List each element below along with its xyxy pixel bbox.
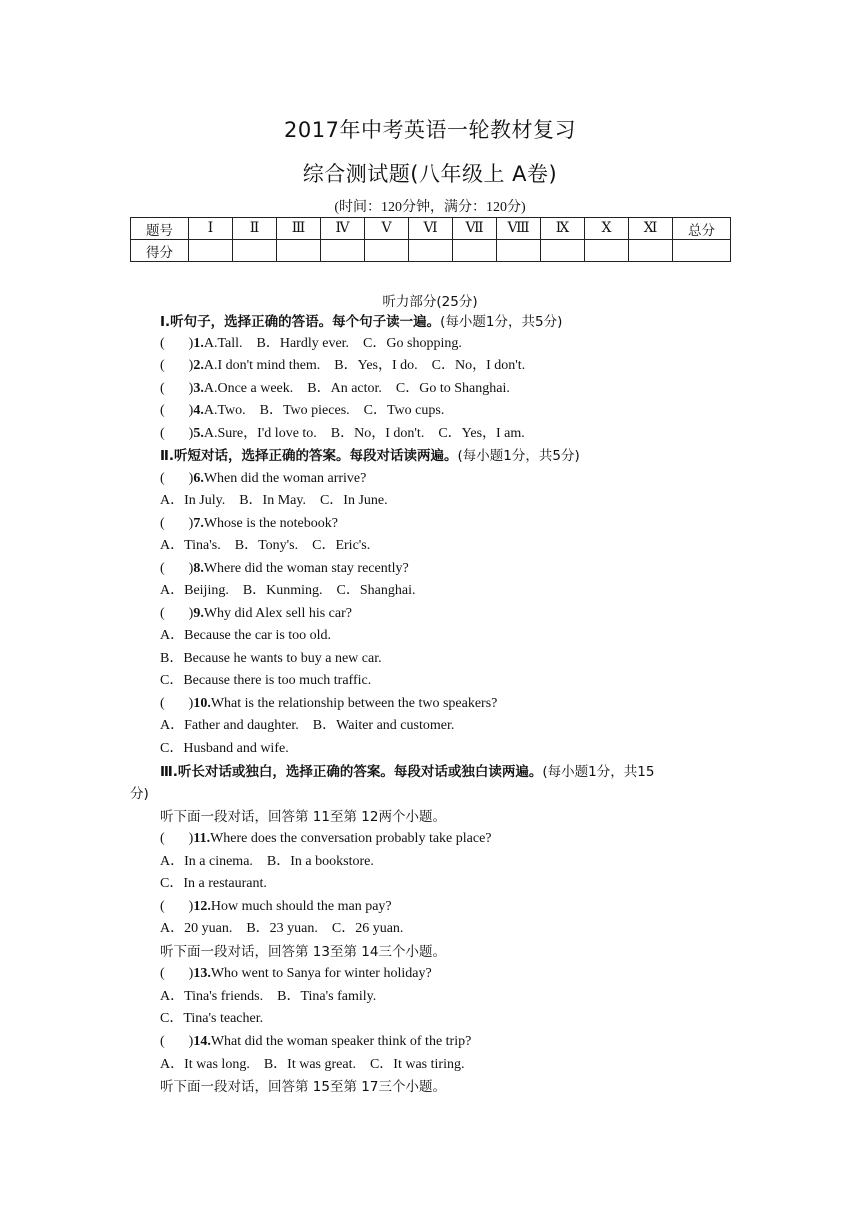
answer-paren-close: )	[188, 358, 194, 373]
question-number: 14.	[193, 1034, 211, 1049]
answer-paren-close: )	[188, 471, 194, 486]
table-cell: Ⅷ	[497, 218, 541, 240]
answer-paren-open: (	[160, 831, 165, 846]
question-5	[160, 425, 525, 443]
question-4	[160, 402, 444, 420]
score-cell	[233, 240, 277, 262]
question-number: 8.	[193, 561, 204, 576]
answer-paren-open: (	[160, 381, 165, 396]
section-heading-text: Ⅰ.听句子，选择正确的答语。每个句子读一遍。	[160, 314, 441, 330]
table-cell: Ⅱ	[233, 218, 277, 240]
answer-paren-open: (	[160, 358, 165, 373]
score-cell	[497, 240, 541, 262]
question-3	[160, 380, 510, 398]
listening-intro: 听下面一段对话，回答第 11至第 12两个小题。	[160, 809, 446, 825]
answer-paren-close: )	[188, 336, 194, 351]
answer-paren-close: )	[188, 899, 194, 914]
score-cell	[541, 240, 585, 262]
score-cell	[189, 240, 233, 262]
section-1-heading	[160, 313, 562, 332]
question-number: 9.	[193, 606, 204, 621]
answer-paren-close: )	[188, 966, 194, 981]
score-cell	[585, 240, 629, 262]
question-14-options: A．It was long. B．It was great. C．It was tiring.	[160, 1057, 465, 1072]
answer-paren-close: )	[188, 561, 194, 576]
question-text: Whose is the notebook?	[203, 516, 338, 531]
section-note: (每小题1分，共5分)	[457, 448, 580, 464]
question-8	[160, 560, 409, 578]
question-9-option-b: B．Because he wants to buy a new car.	[160, 651, 382, 666]
question-text: What did the woman speaker think of the trip?	[210, 1034, 472, 1049]
question-11	[160, 830, 492, 848]
answer-paren-close: )	[188, 403, 194, 418]
question-number: 4.	[193, 403, 204, 418]
question-options: A.Sure，I'd love to. B．No，I don't. C．Yes，I am.	[203, 426, 525, 441]
table-cell: Ⅰ	[189, 218, 233, 240]
time-score-info: (时间：120分钟，满分：120分)	[334, 200, 526, 215]
answer-paren-open: (	[160, 696, 165, 711]
question-options: A.Once a week. B．An actor. C．Go to Shanghai.	[203, 381, 510, 396]
listening-intro: 听下面一段对话，回答第 13至第 14三个小题。	[160, 944, 446, 960]
question-7-options: A．Tina's. B．Tony's. C．Eric's.	[160, 538, 371, 553]
table-cell: Ⅹ	[585, 218, 629, 240]
answer-paren-close: )	[188, 516, 194, 531]
answer-paren-open: (	[160, 899, 165, 914]
question-6	[160, 470, 366, 488]
section-note: (每小题1分，共5分)	[440, 314, 563, 330]
score-cell	[673, 240, 731, 262]
answer-paren-open: (	[160, 471, 165, 486]
question-12	[160, 898, 392, 916]
answer-paren-open: (	[160, 426, 165, 441]
listening-heading: 听力部分(25分)	[382, 294, 478, 310]
score-cell	[409, 240, 453, 262]
exam-subtitle-title: 综合测试题(八年级上 A卷)	[302, 162, 558, 186]
question-6-options: A．In July. B．In May. C．In June.	[160, 493, 388, 508]
question-10	[160, 695, 497, 713]
listening-intro: 听下面一段对话，回答第 15至第 17三个小题。	[160, 1079, 446, 1095]
answer-paren-close: )	[188, 606, 194, 621]
question-11-option-c: C．In a restaurant.	[160, 876, 267, 891]
question-number: 13.	[193, 966, 211, 981]
answer-paren-close: )	[188, 426, 194, 441]
section-note: (每小题1分，共15	[542, 764, 655, 780]
question-13-options-ab: A．Tina's friends. B．Tina's family.	[160, 989, 377, 1004]
question-text: When did the woman arrive?	[203, 471, 367, 486]
table-cell: Ⅲ	[277, 218, 321, 240]
question-12-options: A．20 yuan. B．23 yuan. C．26 yuan.	[160, 921, 404, 936]
answer-paren-open: (	[160, 966, 165, 981]
question-number: 12.	[193, 899, 211, 914]
score-table	[130, 217, 731, 262]
table-cell: Ⅶ	[453, 218, 497, 240]
answer-paren-open: (	[160, 336, 165, 351]
exam-title: 2017年中考英语一轮教材复习	[284, 118, 576, 142]
section-2-heading	[160, 447, 580, 466]
question-number: 3.	[193, 381, 204, 396]
table-cell: 得分	[131, 240, 189, 262]
answer-paren-close: )	[188, 696, 194, 711]
answer-paren-open: (	[160, 403, 165, 418]
table-cell: Ⅴ	[365, 218, 409, 240]
question-14	[160, 1033, 471, 1051]
question-7	[160, 515, 338, 533]
question-1	[160, 335, 462, 353]
question-text: What is the relationship between the two speakers?	[210, 696, 498, 711]
question-9-option-a: A．Because the car is too old.	[160, 628, 332, 643]
question-10-option-c: C．Husband and wife.	[160, 741, 289, 756]
score-cell	[321, 240, 365, 262]
table-cell: Ⅳ	[321, 218, 365, 240]
question-9-option-c: C．Because there is too much traffic.	[160, 673, 372, 688]
section-3-heading	[160, 763, 654, 782]
question-11-options-ab: A．In a cinema. B．In a bookstore.	[160, 854, 374, 869]
question-number: 7.	[193, 516, 204, 531]
question-text: Who went to Sanya for winter holiday?	[210, 966, 432, 981]
answer-paren-close: )	[188, 831, 194, 846]
section-heading-text: Ⅱ.听短对话，选择正确的答案。每段对话读两遍。	[160, 448, 458, 464]
score-table-header-row	[131, 218, 731, 240]
question-9	[160, 605, 352, 623]
question-text: Where does the conversation probably take place?	[210, 831, 492, 846]
score-cell	[365, 240, 409, 262]
question-text: Where did the woman stay recently?	[203, 561, 409, 576]
question-13	[160, 965, 432, 983]
question-number: 6.	[193, 471, 204, 486]
section-note-continued: 分)	[130, 786, 149, 802]
question-options: A.Two. B．Two pieces. C．Two cups.	[203, 403, 445, 418]
question-number: 2.	[193, 358, 204, 373]
question-number: 5.	[193, 426, 204, 441]
table-cell: 总分	[673, 218, 731, 240]
table-cell: 题号	[131, 218, 189, 240]
section-heading-text: Ⅲ.听长对话或独白，选择正确的答案。每段对话或独白读两遍。	[160, 764, 543, 780]
score-cell	[453, 240, 497, 262]
question-number: 11.	[193, 831, 211, 846]
question-options: A.Tall. B．Hardly ever. C．Go shopping.	[203, 336, 462, 351]
question-10-options-ab: A．Father and daughter. B．Waiter and customer.	[160, 718, 455, 733]
question-number: 10.	[193, 696, 211, 711]
question-2	[160, 357, 525, 375]
table-cell: Ⅸ	[541, 218, 585, 240]
question-number: 1.	[193, 336, 204, 351]
answer-paren-close: )	[188, 1034, 194, 1049]
question-text: Why did Alex sell his car?	[203, 606, 352, 621]
score-table-score-row	[131, 240, 731, 262]
question-options: A.I don't mind them. B．Yes，I do. C．No，I don't.	[203, 358, 526, 373]
question-13-option-c: C．Tina's teacher.	[160, 1011, 264, 1026]
answer-paren-open: (	[160, 561, 165, 576]
answer-paren-close: )	[188, 381, 194, 396]
score-cell	[277, 240, 321, 262]
answer-paren-open: (	[160, 606, 165, 621]
question-8-options: A．Beijing. B．Kunming. C．Shanghai.	[160, 583, 416, 598]
answer-paren-open: (	[160, 516, 165, 531]
question-text: How much should the man pay?	[210, 899, 392, 914]
score-cell	[629, 240, 673, 262]
table-cell: Ⅵ	[409, 218, 453, 240]
answer-paren-open: (	[160, 1034, 165, 1049]
table-cell: Ⅺ	[629, 218, 673, 240]
